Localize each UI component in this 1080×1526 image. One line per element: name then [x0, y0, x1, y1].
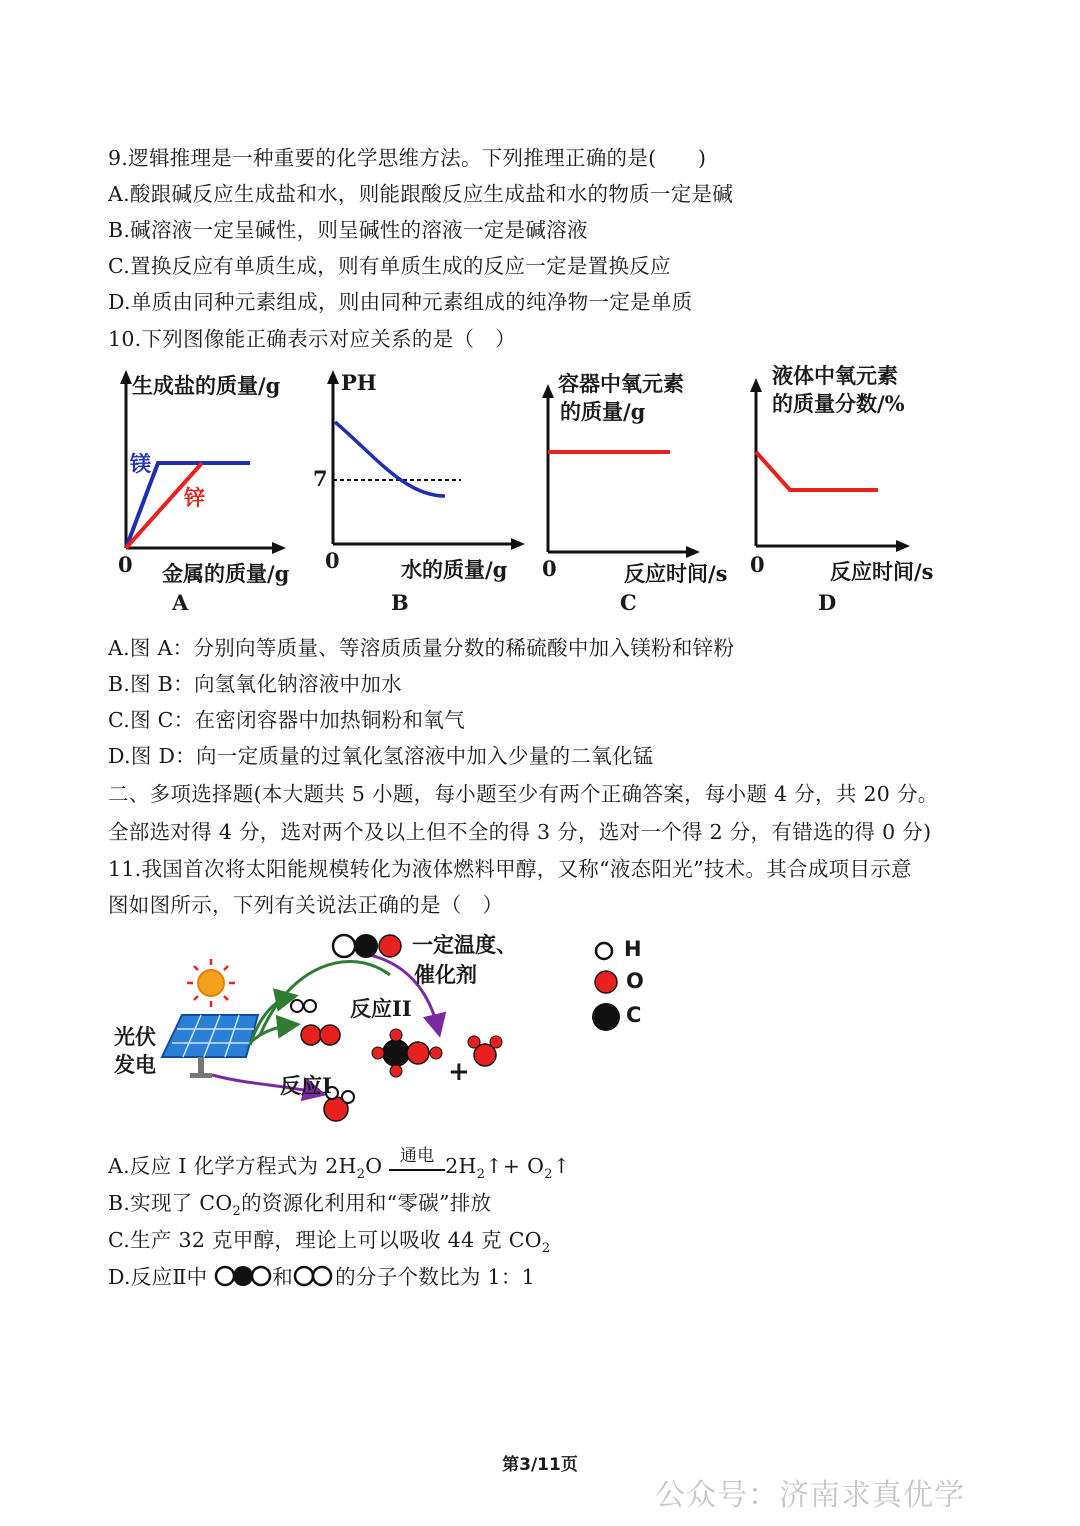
graph-b-tick-7: 7 — [313, 466, 328, 491]
q11-option-a-prefix: A.反应 I 化学方程式为 — [108, 1154, 326, 1178]
legend-o-label: O — [626, 969, 644, 993]
q11-option-a-condition: 通电 — [399, 1146, 435, 1166]
q11-option-c-prefix: C.生产 32 克甲醇，理论上可以吸收 44 克 CO — [108, 1228, 542, 1252]
graph-b-x-arrow — [511, 538, 525, 550]
graph-d-tag: D — [818, 590, 837, 615]
graph-c-x-arrow — [686, 546, 700, 558]
q11-pv-label-1: 光伏 — [114, 1024, 156, 1049]
q9-option-c: C.置换反应有单质生成，则有单质生成的反应一定是置换反应 — [108, 254, 671, 278]
q11-option-d-mid: 和 — [272, 1265, 294, 1289]
graph-b-ylabel: PH — [341, 370, 377, 395]
graph-d-ylabel-2: 的质量分数/% — [772, 391, 905, 416]
q11-option-b-sub: 2 — [232, 1204, 242, 1220]
water-molecule-icon — [468, 1036, 502, 1066]
q11-pv-label-2: 发电 — [114, 1052, 156, 1077]
q11-legend — [590, 935, 670, 1035]
q11-plus-sign: + — [448, 1057, 470, 1087]
q11-option-d-suffix: 的分子个数比为 1：1 — [335, 1265, 535, 1289]
q11-condition-2: 催化剂 — [414, 962, 477, 987]
methanol-molecule-icon — [372, 1029, 442, 1077]
q11-option-a-sub-3: 2 — [544, 1167, 553, 1183]
q11-option-b-suffix: 的资源化利用和“零碳”排放 — [241, 1191, 492, 1215]
watermark: 公众号：济南求真优学 — [655, 1478, 965, 1513]
q11-reaction-2-label: 反应II — [350, 996, 412, 1021]
q10-stem: 10.下列图像能正确表示对应关系的是（ ） — [108, 327, 516, 351]
graph-d-o-fraction-curve — [756, 452, 878, 490]
q11-option-a-sub-1: 2 — [356, 1167, 366, 1183]
q11-diagram-svg — [100, 925, 660, 1150]
q11-option-b-prefix: B.实现了 CO — [108, 1191, 233, 1215]
graph-b-y-arrow — [327, 370, 339, 384]
graph-b-origin: 0 — [325, 548, 340, 573]
legend-h-dot — [596, 943, 612, 959]
graph-a-origin: 0 — [118, 552, 133, 577]
section2-heading: 二、多项选择题(本大题共 5 小题，每小题至少有两个正确答案，每小题 4 分，共 20 分。 — [108, 782, 939, 806]
q11-option-a-lhs2: O — [365, 1154, 383, 1178]
q10-option-b: B.图 B：向氢氧化钠溶液中加水 — [108, 672, 402, 696]
graph-a-y-arrow — [120, 370, 132, 384]
graph-a-zn-label: 锌 — [184, 485, 205, 510]
legend-h-label: H — [624, 937, 642, 961]
q11-option-c — [108, 1226, 550, 1263]
graph-c-ylabel-1: 容器中氧元素 — [558, 371, 684, 396]
legend-c-dot — [592, 1003, 620, 1031]
h2-molecule-icon — [291, 1000, 316, 1012]
q11-condition-1: 一定温度、 — [412, 932, 517, 957]
graph-a — [100, 356, 320, 621]
graph-a-x-arrow — [272, 542, 286, 554]
graph-a-xlabel: 金属的质量/g — [162, 561, 290, 586]
graph-d — [740, 356, 970, 621]
q11-option-a-sub-2: 2 — [476, 1167, 486, 1183]
q11-option-a-condition-bar — [389, 1146, 445, 1171]
q11-option-b — [108, 1189, 491, 1226]
graph-d-y-arrow — [750, 378, 762, 392]
legend-c-label: C — [626, 1003, 642, 1027]
graph-a-mg-label: 镁 — [130, 451, 151, 476]
q11-option-a-rhs3: ↑ — [552, 1154, 571, 1178]
q10-option-a: A.图 A：分别向等质量、等溶质质量分数的稀硫酸中加入镁粉和锌粉 — [108, 636, 735, 660]
graph-c-ylabel-2: 的质量/g — [560, 399, 646, 424]
q11-option-d-prefix: D.反应Ⅱ中 — [108, 1265, 215, 1289]
solar-panel-icon — [162, 1015, 258, 1078]
graph-d-xlabel: 反应时间/s — [830, 559, 934, 584]
o2-molecule-icon — [301, 1025, 340, 1045]
graph-b-xlabel: 水的质量/g — [401, 557, 508, 582]
graph-b-tag: B — [391, 590, 409, 615]
section2-scoring: 全部选对得 4 分，选对两个及以上但不全的得 3 分，选对一个得 2 分，有错选的得 0 分) — [108, 820, 932, 844]
h2-molecule-inline-icon — [293, 1264, 335, 1288]
legend-o-dot — [595, 971, 617, 993]
graph-d-ylabel-1: 液体中氧元素 — [772, 363, 898, 388]
graph-d-x-arrow — [896, 540, 910, 552]
q10-option-c: C.图 C：在密闭容器中加热铜粉和氧气 — [108, 708, 465, 732]
co2-molecule-icon — [333, 934, 401, 958]
graph-c — [530, 356, 750, 621]
q11-option-d — [108, 1263, 535, 1291]
graph-b — [305, 356, 535, 621]
graph-a-tag: A — [172, 590, 189, 615]
graph-c-y-arrow — [542, 384, 554, 398]
q11-reaction-1-label: 反应I — [280, 1073, 332, 1098]
q11-option-c-sub: 2 — [541, 1241, 551, 1257]
q9-option-b: B.碱溶液一定呈碱性，则呈碱性的溶液一定是碱溶液 — [108, 218, 588, 242]
co-molecule-inline-icon — [214, 1264, 272, 1288]
graph-a-ylabel: 生成盐的质量/g — [132, 373, 281, 398]
q10-option-d: D.图 D：向一定质量的过氧化氢溶液中加入少量的二氧化锰 — [108, 744, 654, 768]
q11-option-a — [108, 1146, 571, 1189]
q9-option-a: A.酸跟碱反应生成盐和水，则能跟酸反应生成盐和水的物质一定是碱 — [108, 182, 734, 206]
q9-option-d: D.单质由同种元素组成，则由同种元素组成的纯净物一定是单质 — [108, 290, 693, 314]
graph-c-origin: 0 — [542, 556, 557, 581]
graph-c-tag: C — [620, 590, 637, 615]
q11-stem-line1: 11.我国首次将太阳能规模转化为液体燃料甲醇，又称“液态阳光”技术。其合成项目示意 — [108, 857, 912, 881]
q9-stem: 9.逻辑推理是一种重要的化学思维方法。下列推理正确的是( ) — [108, 146, 707, 170]
q11-option-a-rhs2: ↑+ O — [485, 1154, 545, 1178]
q11-stem-line2: 图如图所示，下列有关说法正确的是（ ） — [108, 893, 504, 917]
q11-option-a-lhs: 2H — [325, 1154, 357, 1178]
graph-b-ph-curve — [335, 422, 445, 496]
q11-option-a-rhs: 2H — [445, 1154, 477, 1178]
page-number: 第3/11页 — [502, 1455, 578, 1475]
graph-c-xlabel: 反应时间/s — [624, 561, 728, 586]
graph-d-origin: 0 — [750, 552, 765, 577]
q11-diagram — [100, 925, 660, 1150]
sun-icon — [187, 959, 235, 1007]
